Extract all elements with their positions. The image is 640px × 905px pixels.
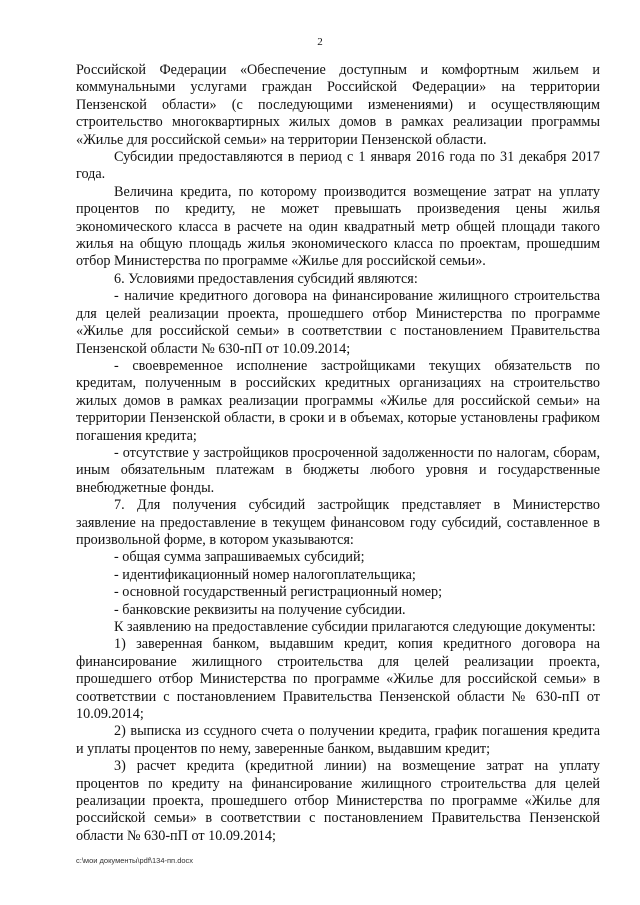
list-item: - основной государственный регистрационный номер; (114, 584, 443, 601)
list-item: 2) выписка из ссудного счета о получении кредита, график погашения кредита и уплаты процентов по нему, заверенные банком, выдавшим кредит; (76, 723, 600, 757)
list-item: - наличие кредитного договора на финансирование жилищного строительства для целей реализации проекта, прошедшего отбор Министерства по программе «Жилье для российской семьи» в соответствии с постановлением Правительства Пензенской области № 630-пП от 10.09.2014; (76, 288, 600, 357)
list-item: - общая сумма запрашиваемых субсидий; (114, 549, 365, 566)
list-item: 3) расчет кредита (кредитной линии) на возмещение затрат на уплату процентов по кредиту на финансирование жилищного строительства для целей реализации проекта, прошедшего отбор Министерства по программе «Жилье для российской семьи» в соответствии с постановлением Правительства Пензенской области № 630-пП от 10.09.2014; (76, 758, 600, 844)
list-item: 1) заверенная банком, выдавшим кредит, копия кредитного договора на финансирование жилищного строительства для целей реализации проекта, прошедшего отбор Министерства по программе «Жилье для российской семьи» в соответствии с постановлением Правительства Пензенской области № 630-пП от 10.09.2014; (76, 636, 600, 723)
paragraph: К заявлению на предоставление субсидии прилагаются следующие документы: (114, 619, 596, 635)
paragraph: Субсидии предоставляются в период с 1 января 2016 года по 31 декабря 2017 года. (76, 149, 600, 183)
page-number: 2 (317, 36, 323, 48)
list-item: - своевременное исполнение застройщиками текущих обязательств по кредитам, полученным в российских кредитных организациях на строительство жилых домов в рамках реализации программы «Жилье для российской семьи» на территории Пензенской области, в сроки и в объемах, которые установлены графиком погашения кредита; (76, 357, 600, 444)
footer-file-path: c:\мои документы\pdf\134-пп.docx (76, 856, 194, 865)
paragraph: Российской Федерации «Обеспечение доступным и комфортным жильем и коммунальными услугами граждан Российской Федерации» на территории Пензенской области» (с последующими изменениями) и осуществляющим строительство многоквартирных жилых домов в рамках реализации программы «Жилье для российской семьи» на территории Пензенской области. (76, 62, 600, 148)
document-body (76, 62, 600, 845)
list-item: - отсутствие у застройщиков просроченной задолженности по налогам, сборам, иным обязательным платежам в бюджеты любого уровня и государственные внебюджетные фонды. (76, 444, 600, 496)
list-item: - идентификационный номер налогоплательщика; (114, 566, 416, 583)
section-heading: 6. Условиями предоставления субсидий являются: (114, 270, 418, 287)
list-item: - банковские реквизиты на получение субсидии. (114, 601, 406, 618)
paragraph: Величина кредита, по которому производится возмещение затрат на уплату процентов по кредиту, не может превышать произведения цены жилья экономического класса в расчете на один квадратный метр общей площади такого жилья на общую площадь жилья экономического класса по проектам, прошедшим отбор Министерства по программе «Жилье для российской семьи». (76, 183, 600, 270)
section-heading: 7. Для получения субсидий застройщик представляет в Министерство заявление на предоставление в текущем финансовом году субсидий, составленное в произвольной форме, в котором указываются: (76, 497, 600, 548)
